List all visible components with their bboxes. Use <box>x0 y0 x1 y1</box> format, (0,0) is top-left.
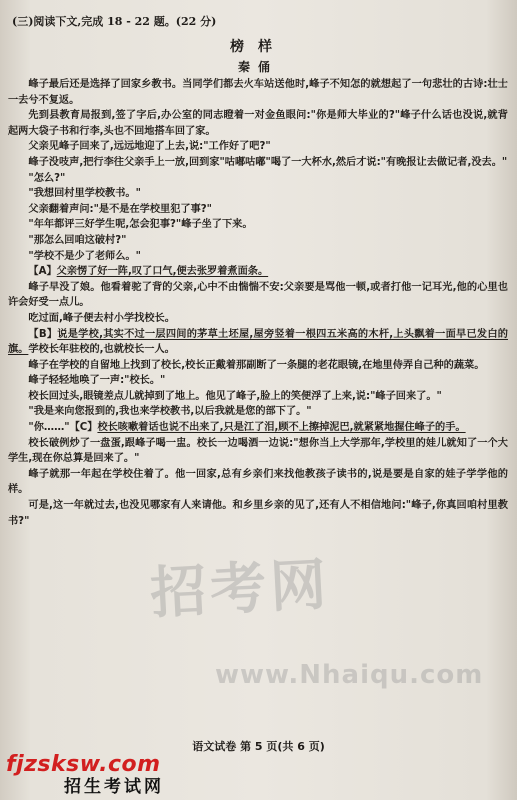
paragraph: 父亲翻着声问:"是不是在学校里犯了事?" <box>28 203 212 215</box>
paragraph: 先到县教育局报到,签了字后,办公室的同志瞪着一对金鱼眼问:"你是师大毕业的?"峰子什么话也没说,就背起两大袋子书和行李,头也不回地搭车回了家。 <box>8 110 508 137</box>
paragraph: 峰子就那一年起在学校住着了。他一回家,总有乡亲们来找他教孩子读书的,说是要是自家的娃子学学他的样。 <box>8 468 508 496</box>
paragraph: "我是来向您报到的,我也来学校教书,以后我就是您的部下了。" <box>28 406 312 418</box>
paragraph: "学校不是少了老师么。" <box>28 250 141 262</box>
paragraph: 峰子轻轻地唤了一声:"校长。" <box>28 375 166 387</box>
mark-b: 【B】 <box>28 328 58 340</box>
paragraph-b-rest: 学校长年驻校的,也就校长一人。 <box>28 344 175 356</box>
paragraph-c-lead: "你……" <box>28 422 70 434</box>
paragraph: 吃过面,峰子便去村小学找校长。 <box>28 312 175 324</box>
underlined-sentence-a: 父亲愣了好一阵,叹了口气,便去张罗着煮面条。 <box>56 266 269 278</box>
page-footer: 语文试卷 第 5 页(共 6 页) <box>192 740 325 753</box>
mark-a: 【A】 <box>28 266 57 278</box>
paragraph: "那怎么回咱这破村?" <box>28 234 127 246</box>
underlined-sentence-b: 说是学校,其实不过一层四间的茅草土坯屋,屋旁竖着一根四五米高的木杆,上头飘着一面早已发白的旗。 <box>8 328 508 356</box>
passage-title: 榜样 <box>230 39 286 55</box>
paragraph: 峰子早没了娘。他看着驼了背的父亲,心中不由惴惴不安:父亲要是骂他一顿,或者打他一记耳光,他的心里也许会好受一点儿。 <box>8 281 508 309</box>
paragraph: 可是,这一年就过去,也没见哪家有人来请他。和乡里乡亲的见了,还有人不相信地问:"峰子,你真回咱村里教书?" <box>8 500 508 527</box>
site-logo: fjzsksw.com <box>6 752 161 777</box>
paragraph-c <box>8 420 508 436</box>
question-header: (三)阅读下文,完成 18 - 22 题。(22 分) <box>12 15 217 28</box>
paragraph-b <box>8 327 508 358</box>
paragraph: 校长破例炒了一盘蛋,跟峰子喝一盅。校长一边喝酒一边说:"想你当上大学那年,学校里的娃儿就知了一个大学生,现在你总算是回来了。" <box>8 437 508 465</box>
paragraph: 峰子最后还是选择了回家乡教书。当同学们都去火车站送他时,峰子不知怎的就想起了一句悲壮的古诗:壮士一去兮不复返。 <box>8 79 508 106</box>
mark-c: 【C】 <box>69 422 98 434</box>
paragraph: "怎么?" <box>28 172 66 184</box>
reading-passage <box>8 14 508 529</box>
underlined-sentence-c: 校长咳嗽着话也说不出来了,只是江了泪,顾不上擦掉泥巴,就紧紧地握住峰子的手。 <box>97 422 466 434</box>
paragraph: 父亲见峰子回来了,远远地迎了上去,说:"工作好了吧?" <box>28 141 271 153</box>
watermark-mark: 招考网 <box>148 552 332 627</box>
paragraph-a <box>8 264 508 280</box>
site-slogan: 招生考试网 <box>64 777 164 797</box>
passage-author: 秦俑 <box>237 60 278 74</box>
paragraph: 峰子在学校的自留地上找到了校长,校长正戴着那副断了一条腿的老花眼镜,在地里侍弄自己种的蔬菜。 <box>28 359 485 371</box>
paragraph: "年年都评三好学生呢,怎会犯事?"峰子坐了下来。 <box>28 219 253 231</box>
paragraph: 校长回过头,眼镜差点儿就掉到了地上。他见了峰子,脸上的笑便浮了上来,说:"峰子回来了。" <box>28 390 442 402</box>
watermark-url: www.Nhaiqu.com <box>215 660 484 690</box>
paragraph: 峰子没吱声,把行李往父亲手上一放,回到家"咕嘟咕嘟"喝了一大杯水,然后才说:"有晚报让去做记者,没去。" <box>28 156 508 168</box>
paragraph: "我想回村里学校教书。" <box>28 188 141 200</box>
